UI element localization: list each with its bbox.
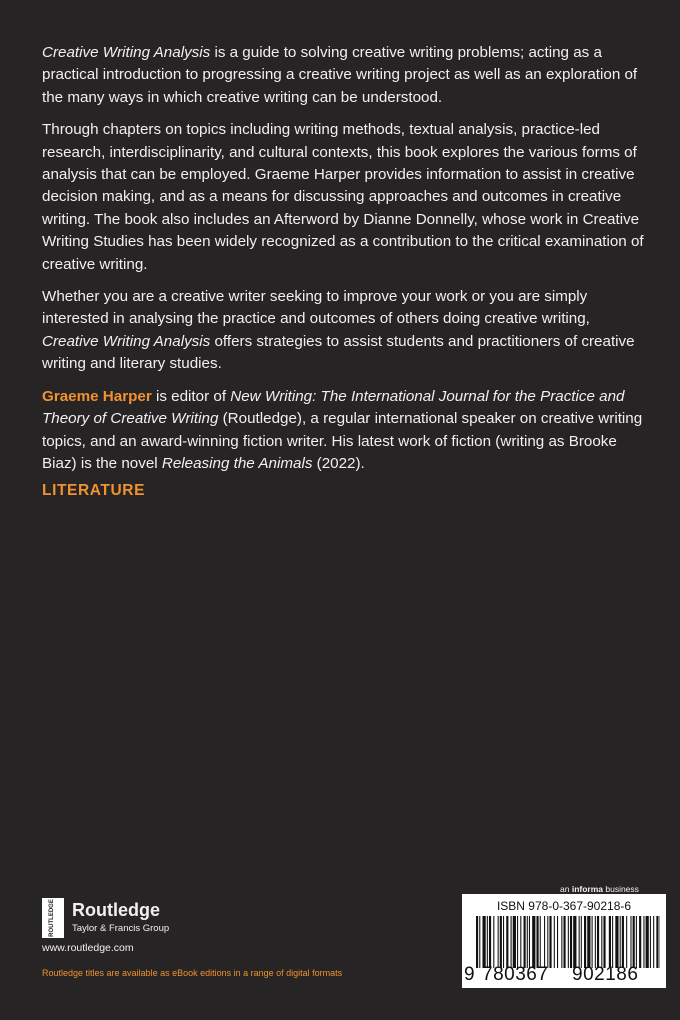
- informa-tagline: an informa business: [560, 884, 639, 894]
- routledge-logo-icon: [42, 898, 64, 938]
- back-cover-blurb: [42, 42, 646, 485]
- isbn-text: ISBN 978-0-367-90218-6: [496, 899, 632, 913]
- category-label: LITERATURE: [42, 482, 146, 499]
- barcode-digits: 9 780367 902186: [464, 964, 639, 985]
- ebook-note: Routledge titles are available as eBook editions in a range of digital formats: [42, 968, 343, 978]
- publisher-group: Taylor & Francis Group: [72, 923, 170, 934]
- isbn-barcode: [462, 894, 666, 988]
- book-title-italic: Creative Writing Analysis: [42, 332, 211, 350]
- journal-title: New Writing: The International Journal for the Practice and Theory of Creative Writing: [42, 387, 625, 428]
- blurb-paragraph-1: Creative Writing Analysis is a guide to solving creative writing problems; acting as a practical introduction to progressing a creative writing project as well as an exploration of the many ways in which creative writing can be understood.: [42, 44, 638, 106]
- book-title-italic: Creative Writing Analysis: [42, 44, 211, 61]
- blurb-paragraph-3: Whether you are a creative writer seeking to improve your work or you are simply interested in analysing the practice and outcomes of others doing creative writing, Creative Writing Analysis offers strategies to assist students and practitioners of creative writing and literary studies.: [42, 288, 635, 373]
- barcode-bars-icon: [476, 916, 660, 968]
- publisher-url: www.routledge.com: [42, 942, 134, 954]
- author-name: Graeme Harper: [42, 387, 152, 405]
- author-bio: Graeme Harper is editor of New Writing: The International Journal for the Practice and Theory of Creative Writing (Routledge), a regular international speaker on creative writing topics, and an award-winning fiction writer. His latest work of fiction (writing as Brooke Biaz) is the novel Releasing the Animals (2022).: [42, 387, 643, 472]
- blurb-paragraph-2: Through chapters on topics including writing methods, textual analysis, practice-led research, interdisciplinarity, and cultural contexts, this book explores the various forms of analysis that can be employed. Graeme Harper provides information to assist in creative decision making, and as a means for discussing approaches and outcomes in creative writing. The book also includes an Afterword by Dianne Donnelly, whose work in Creative Writing Studies has been widely recognized as a contribution to the critical examination of creative writing.: [42, 121, 644, 273]
- publisher-block: [42, 897, 262, 957]
- novel-title: Releasing the Animals: [161, 454, 313, 472]
- publisher-name: Routledge: [72, 900, 160, 920]
- svg-text:ROUTLEDGE: ROUTLEDGE: [49, 899, 55, 937]
